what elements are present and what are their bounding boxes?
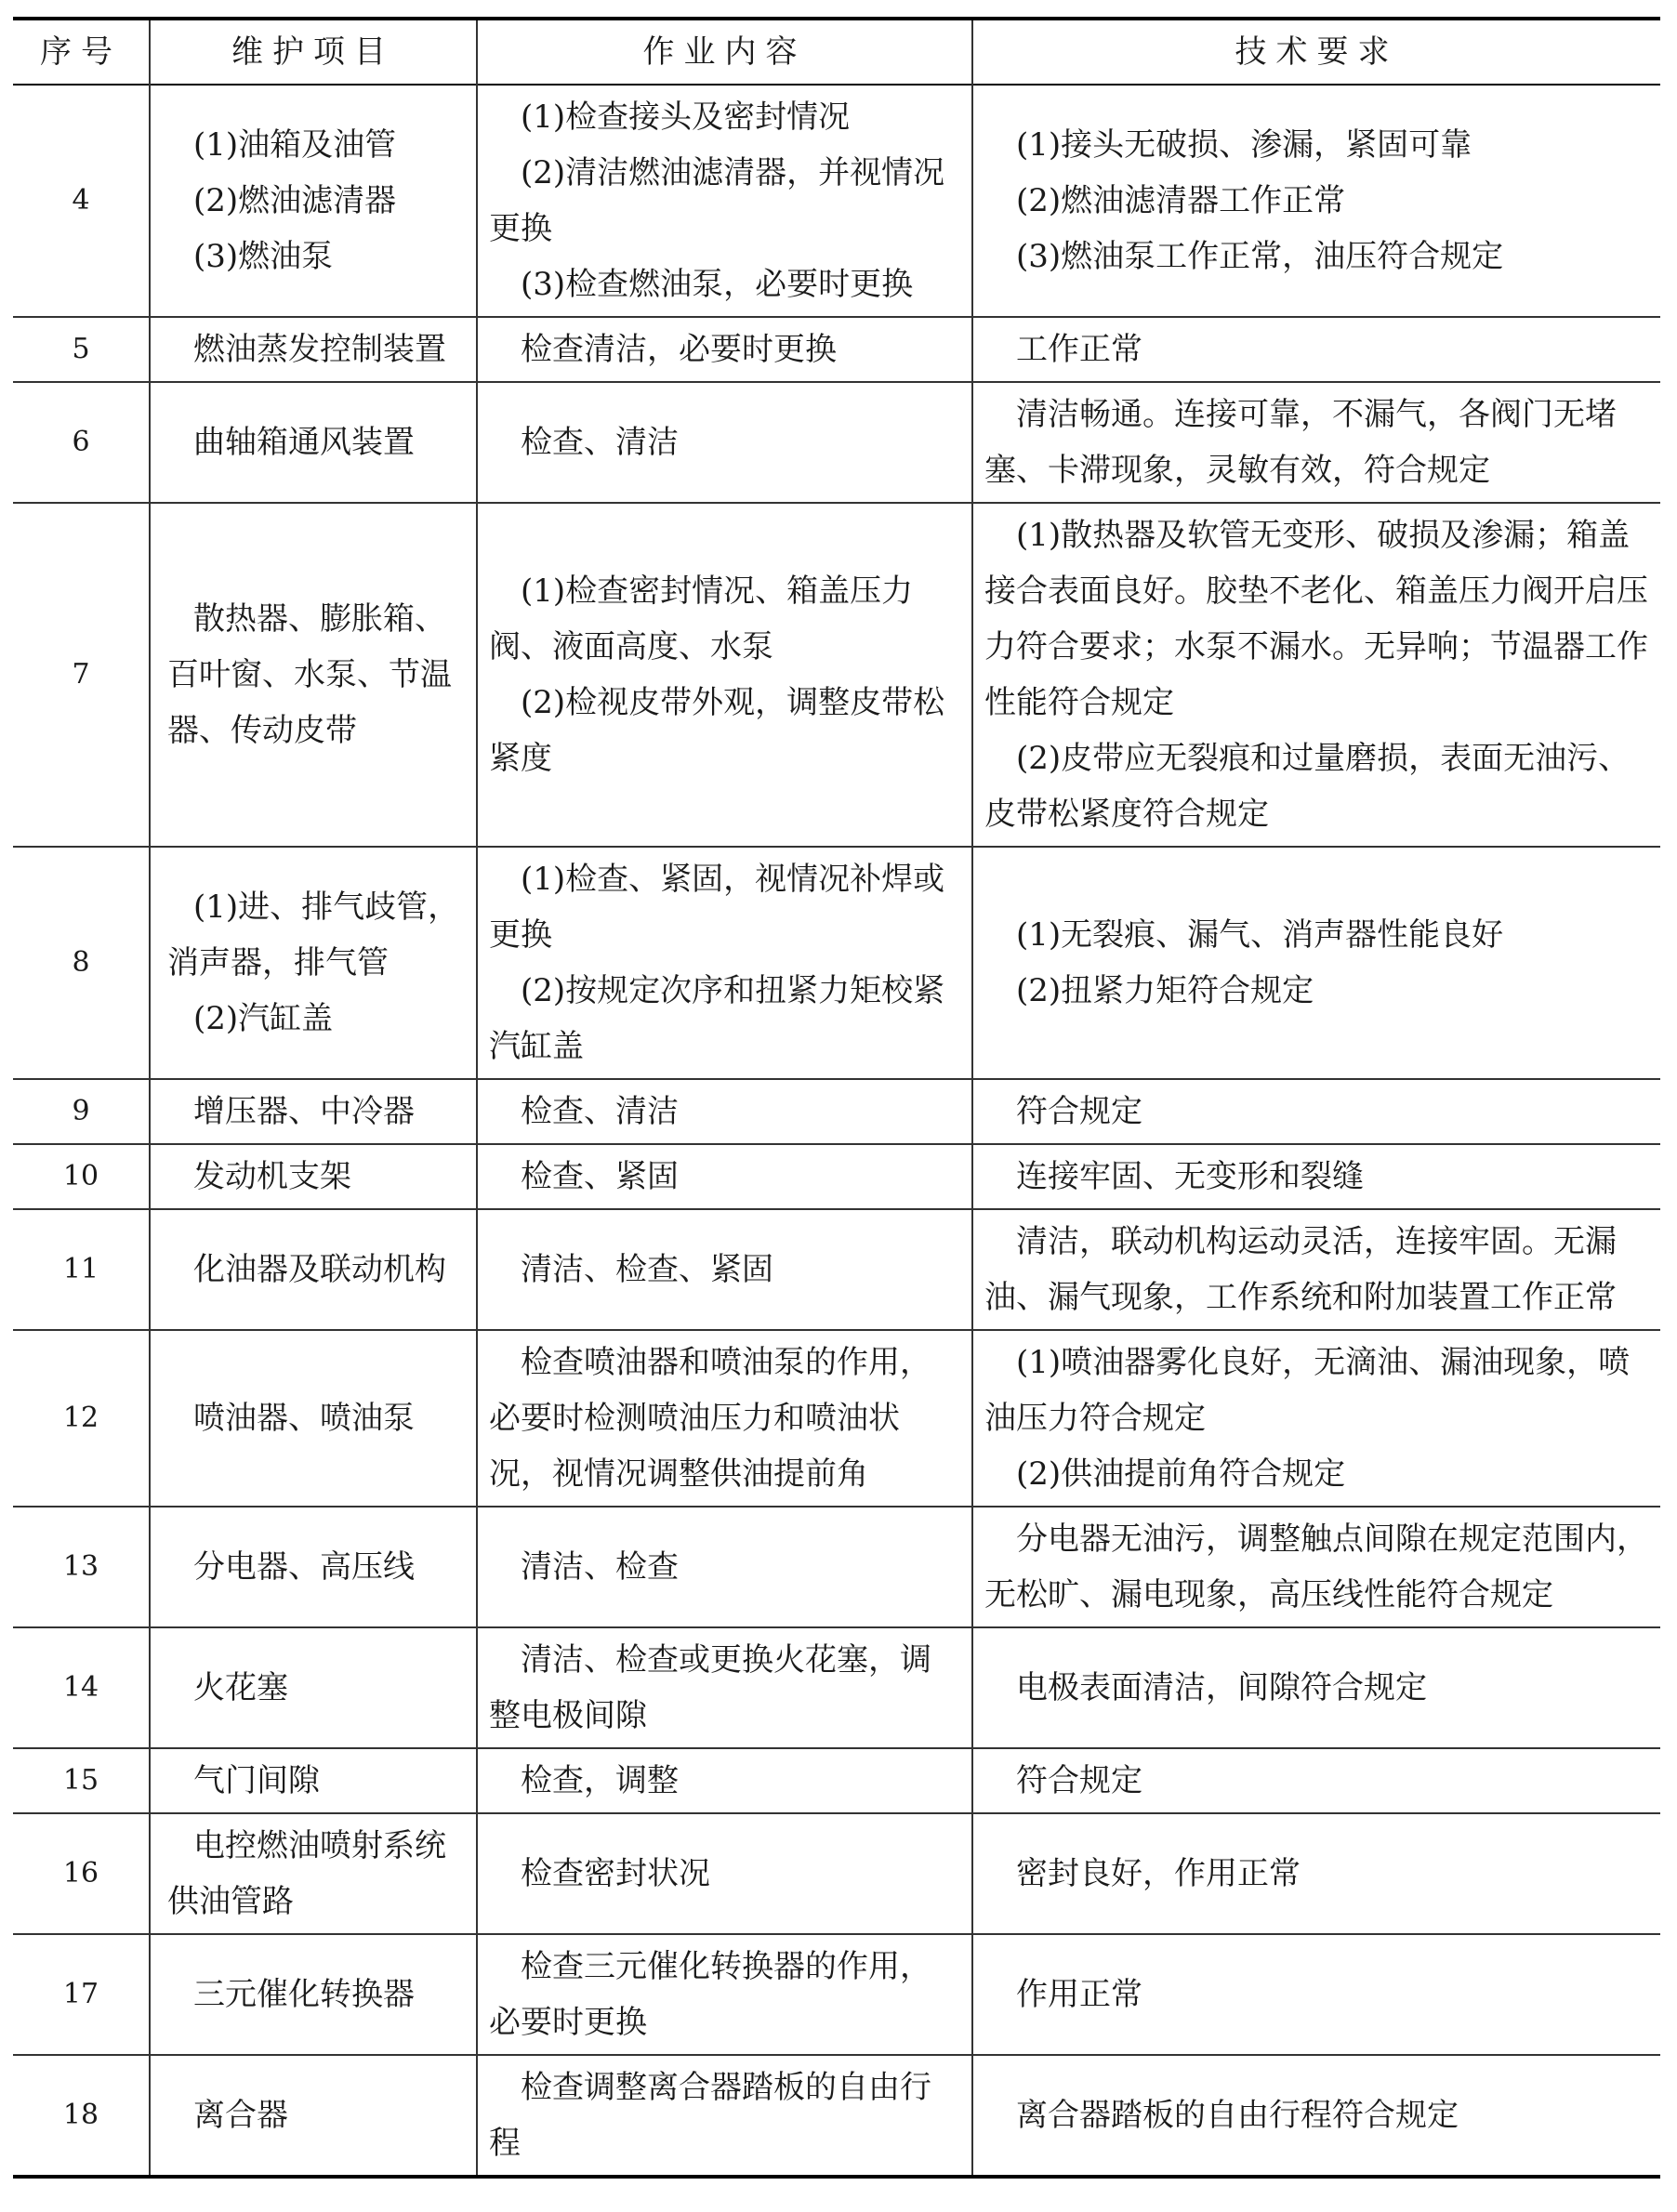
- work-content-line: 检查密封状况: [521, 1855, 710, 1892]
- maintenance-item-cell: [150, 1079, 477, 1144]
- technical-requirement-line: (2)皮带应无裂痕和过量磨损，表面无油污、皮带松紧度符合规定: [984, 740, 1631, 833]
- maintenance-item-line: 喷油器、喷油泵: [193, 1400, 415, 1437]
- maintenance-item-line: 发动机支架: [193, 1158, 351, 1195]
- table-row: [13, 1627, 1660, 1748]
- work-content-cell: [477, 1748, 972, 1813]
- table-row: [13, 1813, 1660, 1934]
- work-content-line: (2)检视皮带外观，调整皮带松紧度: [489, 684, 945, 777]
- technical-requirement-line: 符合规定: [1016, 1093, 1142, 1130]
- technical-requirement-line: 分电器无油污，调整触点间隙在规定范围内，无松旷、漏电现象，高压线性能符合规定: [984, 1521, 1648, 1613]
- row-number: 18: [13, 2055, 150, 2177]
- maintenance-item-line: (2)燃油滤清器: [193, 182, 397, 219]
- table-row: [13, 2055, 1660, 2177]
- work-content-line: 检查三元催化转换器的作用，必要时更换: [489, 1948, 931, 2041]
- maintenance-item-line: 火花塞: [193, 1669, 288, 1706]
- technical-requirement-cell: [972, 1330, 1660, 1507]
- maintenance-item-cell: [150, 2055, 477, 2177]
- work-content-line: 检查，调整: [521, 1762, 679, 1799]
- table-header: [13, 19, 1660, 85]
- maintenance-item-line: 三元催化转换器: [193, 1976, 415, 2013]
- work-content-line: (3)检查燃油泵，必要时更换: [521, 266, 914, 303]
- row-number: 10: [13, 1144, 150, 1209]
- maintenance-item-cell: [150, 382, 477, 503]
- technical-requirement-cell: [972, 2055, 1660, 2177]
- row-number: 8: [13, 847, 150, 1079]
- work-content-cell: [477, 1813, 972, 1934]
- work-content-line: 清洁、检查、紧固: [521, 1251, 773, 1288]
- maintenance-table: [13, 17, 1660, 2179]
- work-content-cell: [477, 85, 972, 317]
- work-content-cell: [477, 503, 972, 847]
- technical-requirement-line: 离合器踏板的自由行程符合规定: [1016, 2097, 1459, 2134]
- technical-requirement-cell: [972, 1079, 1660, 1144]
- work-content-line: 检查喷油器和喷油泵的作用，必要时检测喷油压力和喷油状况，视情况调整供油提前角: [489, 1344, 931, 1493]
- maintenance-item-cell: [150, 1330, 477, 1507]
- maintenance-item-line: (1)油箱及油管: [193, 126, 397, 164]
- maintenance-item-line: 电控燃油喷射系统供油管路: [167, 1827, 446, 1920]
- technical-requirement-line: 连接牢固、无变形和裂缝: [1016, 1158, 1364, 1195]
- work-content-line: (2)清洁燃油滤清器，并视情况更换: [489, 154, 945, 247]
- technical-requirement-line: (1)喷油器雾化良好，无滴油、漏油现象，喷油压力符合规定: [984, 1344, 1631, 1437]
- table-row: [13, 847, 1660, 1079]
- maintenance-item-line: 化油器及联动机构: [193, 1251, 446, 1288]
- maintenance-item-line: 散热器、膨胀箱、百叶窗、水泵、节温器、传动皮带: [167, 600, 452, 749]
- work-content-cell: [477, 1934, 972, 2055]
- row-number: 4: [13, 85, 150, 317]
- header-requirement: 技术要求: [972, 19, 1660, 85]
- row-number: 7: [13, 503, 150, 847]
- table-row: [13, 1209, 1660, 1330]
- row-number: 6: [13, 382, 150, 503]
- technical-requirement-line: 密封良好，作用正常: [1016, 1855, 1301, 1892]
- table-row: [13, 1330, 1660, 1507]
- technical-requirement-line: 作用正常: [1016, 1976, 1142, 2013]
- technical-requirement-cell: [972, 1934, 1660, 2055]
- technical-requirement-cell: [972, 503, 1660, 847]
- technical-requirement-line: 工作正常: [1016, 331, 1142, 368]
- maintenance-item-line: 气门间隙: [193, 1762, 320, 1799]
- row-number: 9: [13, 1079, 150, 1144]
- row-number: 15: [13, 1748, 150, 1813]
- table-row: [13, 1507, 1660, 1627]
- technical-requirement-cell: [972, 1813, 1660, 1934]
- maintenance-item-cell: [150, 85, 477, 317]
- work-content-line: (1)检查接头及密封情况: [521, 99, 851, 136]
- maintenance-item-line: (3)燃油泵: [193, 238, 334, 275]
- row-number: 13: [13, 1507, 150, 1627]
- work-content-cell: [477, 1507, 972, 1627]
- maintenance-item-line: 离合器: [193, 2097, 288, 2134]
- technical-requirement-cell: [972, 847, 1660, 1079]
- table-row: [13, 1079, 1660, 1144]
- work-content-line: 检查清洁，必要时更换: [521, 331, 837, 368]
- maintenance-item-line: 曲轴箱通风装置: [193, 424, 415, 461]
- work-content-cell: [477, 1144, 972, 1209]
- technical-requirement-cell: [972, 1627, 1660, 1748]
- maintenance-item-cell: [150, 1813, 477, 1934]
- header-no: 序号: [13, 19, 150, 85]
- maintenance-item-cell: [150, 1627, 477, 1748]
- technical-requirement-line: (2)燃油滤清器工作正常: [1016, 182, 1346, 219]
- maintenance-item-cell: [150, 847, 477, 1079]
- table-row: [13, 317, 1660, 382]
- header-row: [13, 19, 1660, 85]
- row-number: 11: [13, 1209, 150, 1330]
- work-content-line: (2)按规定次序和扭紧力矩校紧汽缸盖: [489, 972, 945, 1065]
- header-work: 作业内容: [477, 19, 972, 85]
- row-number: 17: [13, 1934, 150, 2055]
- technical-requirement-cell: [972, 1144, 1660, 1209]
- technical-requirement-line: 清洁畅通。连接可靠，不漏气，各阀门无堵塞、卡滞现象，灵敏有效，符合规定: [984, 396, 1617, 489]
- row-number: 5: [13, 317, 150, 382]
- maintenance-item-cell: [150, 1507, 477, 1627]
- table-row: [13, 1934, 1660, 2055]
- maintenance-item-line: (1)进、排气歧管，消声器，排气管: [167, 889, 460, 981]
- work-content-cell: [477, 1209, 972, 1330]
- technical-requirement-cell: [972, 317, 1660, 382]
- technical-requirement-line: 清洁，联动机构运动灵活，连接牢固。无漏油、漏气现象，工作系统和附加装置工作正常: [984, 1223, 1617, 1316]
- maintenance-item-cell: [150, 1934, 477, 2055]
- work-content-line: 检查调整离合器踏板的自由行程: [489, 2069, 931, 2162]
- header-item: 维护项目: [150, 19, 477, 85]
- work-content-cell: [477, 1627, 972, 1748]
- table-row: [13, 1144, 1660, 1209]
- maintenance-item-cell: [150, 1748, 477, 1813]
- technical-requirement-line: (2)供油提前角符合规定: [1016, 1455, 1346, 1493]
- row-number: 16: [13, 1813, 150, 1934]
- work-content-cell: [477, 1079, 972, 1144]
- maintenance-item-cell: [150, 1144, 477, 1209]
- maintenance-item-cell: [150, 317, 477, 382]
- work-content-line: (1)检查密封情况、箱盖压力阀、液面高度、水泵: [489, 573, 914, 665]
- table-row: [13, 85, 1660, 317]
- maintenance-item-line: 燃油蒸发控制装置: [193, 331, 446, 368]
- table-row: [13, 503, 1660, 847]
- technical-requirement-cell: [972, 1748, 1660, 1813]
- technical-requirement-line: (1)无裂痕、漏气、消声器性能良好: [1016, 916, 1504, 954]
- technical-requirement-line: 符合规定: [1016, 1762, 1142, 1799]
- work-content-cell: [477, 382, 972, 503]
- work-content-cell: [477, 847, 972, 1079]
- maintenance-item-cell: [150, 503, 477, 847]
- table-row: [13, 1748, 1660, 1813]
- technical-requirement-cell: [972, 382, 1660, 503]
- maintenance-item-cell: [150, 1209, 477, 1330]
- technical-requirement-line: 电极表面清洁，间隙符合规定: [1016, 1669, 1427, 1706]
- table-body: [13, 85, 1660, 2177]
- work-content-cell: [477, 1330, 972, 1507]
- maintenance-item-line: 分电器、高压线: [193, 1548, 415, 1586]
- table-row: [13, 382, 1660, 503]
- work-content-line: 清洁、检查或更换火花塞，调整电极间隙: [489, 1641, 931, 1734]
- technical-requirement-line: (3)燃油泵工作正常，油压符合规定: [1016, 238, 1504, 275]
- technical-requirement-line: (2)扭紧力矩符合规定: [1016, 972, 1314, 1009]
- work-content-cell: [477, 317, 972, 382]
- work-content-cell: [477, 2055, 972, 2177]
- maintenance-item-line: (2)汽缸盖: [193, 1000, 334, 1037]
- technical-requirement-cell: [972, 1507, 1660, 1627]
- technical-requirement-cell: [972, 85, 1660, 317]
- technical-requirement-line: (1)散热器及软管无变形、破损及渗漏；箱盖接合表面良好。胶垫不老化、箱盖压力阀开启压力符合要求；水泵不漏水。无异响；节温器工作性能符合规定: [984, 517, 1648, 721]
- work-content-line: 检查、清洁: [521, 424, 679, 461]
- technical-requirement-line: (1)接头无破损、渗漏，紧固可靠: [1016, 126, 1472, 164]
- row-number: 14: [13, 1627, 150, 1748]
- work-content-line: 清洁、检查: [521, 1548, 679, 1586]
- row-number: 12: [13, 1330, 150, 1507]
- work-content-line: (1)检查、紧固，视情况补焊或更换: [489, 861, 945, 954]
- technical-requirement-cell: [972, 1209, 1660, 1330]
- maintenance-item-line: 增压器、中冷器: [193, 1093, 415, 1130]
- work-content-line: 检查、紧固: [521, 1158, 679, 1195]
- work-content-line: 检查、清洁: [521, 1093, 679, 1130]
